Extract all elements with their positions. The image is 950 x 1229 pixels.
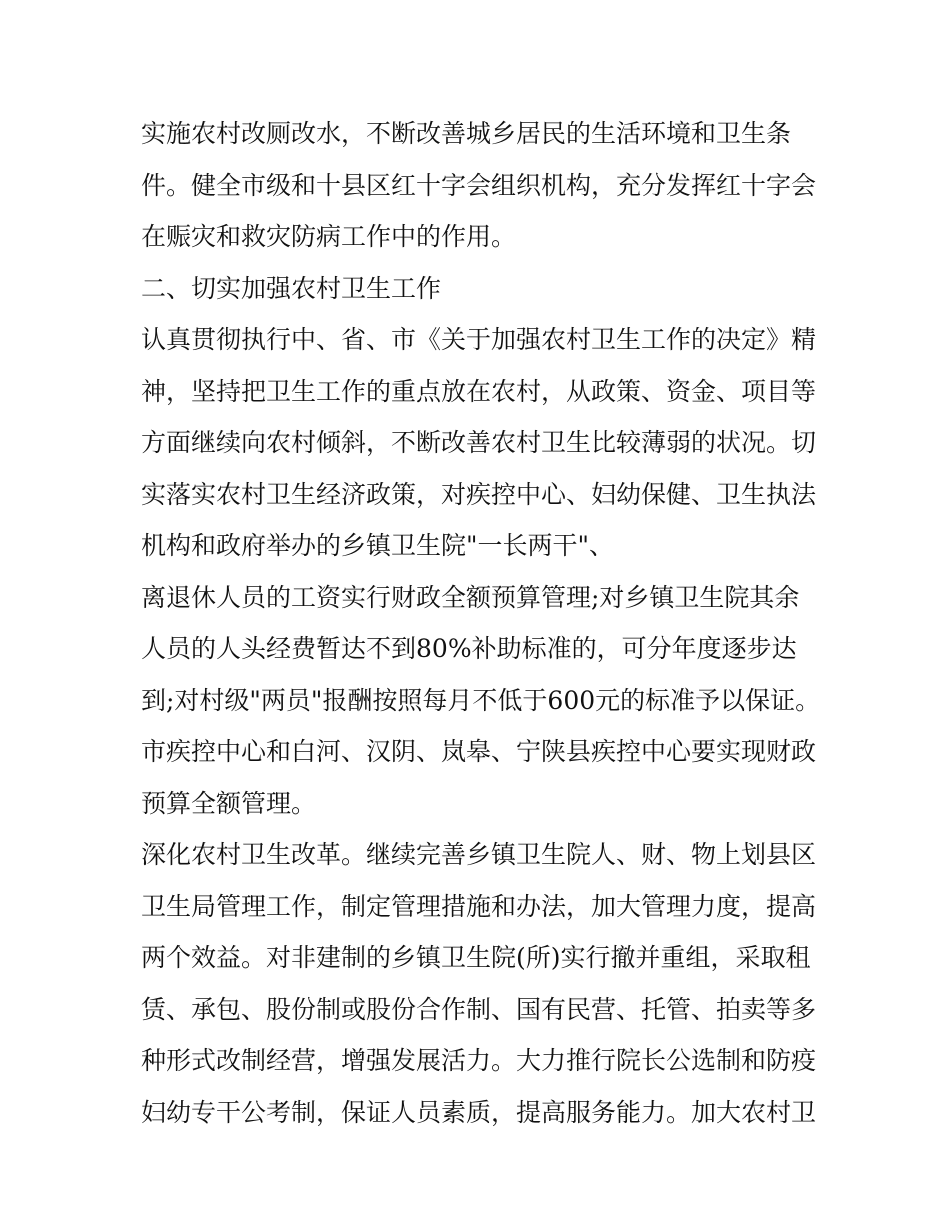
text-line: 卫生局管理工作，制定管理措施和办法，加大管理力度，提高 (141, 891, 817, 921)
text-line: 赁、承包、股份制或股份合作制、国有民营、托管、拍卖等多 (141, 994, 817, 1024)
text-line: 实落实农村卫生经济政策，对疾控中心、妇幼保健、卫生执法 (141, 479, 817, 509)
text-line: 方面继续向农村倾斜，不断改善农村卫生比较薄弱的状况。切 (141, 428, 817, 457)
text-line: 种形式改制经营，增强发展活力。大力推行院长公选制和防疫 (141, 1046, 817, 1075)
text-line: 件。健全市级和十县区红十字会组织机构，充分发挥红十字会 (141, 170, 817, 200)
text-line: 在赈灾和救灾防病工作中的作用。 (141, 222, 517, 251)
section-heading: 二、切实加强农村卫生工作 (141, 273, 442, 303)
text-line: 到;对村级"两员"报酬按照每月不低于600元的标准予以保证。 (141, 685, 821, 715)
text-line: 妇幼专干公考制，保证人员素质，提高服务能力。加大农村卫 (141, 1097, 817, 1127)
text-line: 深化农村卫生改革。继续完善乡镇卫生院人、财、物上划县区 (141, 840, 817, 869)
text-line: 两个效益。对非建制的乡镇卫生院(所)实行撤并重组，采取租 (141, 943, 811, 972)
text-line: 预算全额管理。 (141, 788, 317, 818)
text-line: 离退休人员的工资实行财政全额预算管理;对乡镇卫生院其余 (141, 582, 800, 612)
text-line: 机构和政府举办的乡镇卫生院"一长两干"、 (141, 531, 614, 560)
text-line: 人员的人头经费暂达不到80%补助标准的，可分年度逐步达 (141, 634, 797, 663)
text-line: 实施农村改厕改水，不断改善城乡居民的生活环境和卫生条 (141, 119, 792, 148)
body-text (141, 108, 821, 1138)
text-line: 神，坚持把卫生工作的重点放在农村，从政策、资金、项目等 (141, 376, 817, 406)
text-line: 认真贯彻执行中、省、市《关于加强农村卫生工作的决定》精 (141, 325, 817, 354)
text-line: 市疾控中心和白河、汉阴、岚皋、宁陕县疾控中心要实现财政 (141, 737, 817, 766)
